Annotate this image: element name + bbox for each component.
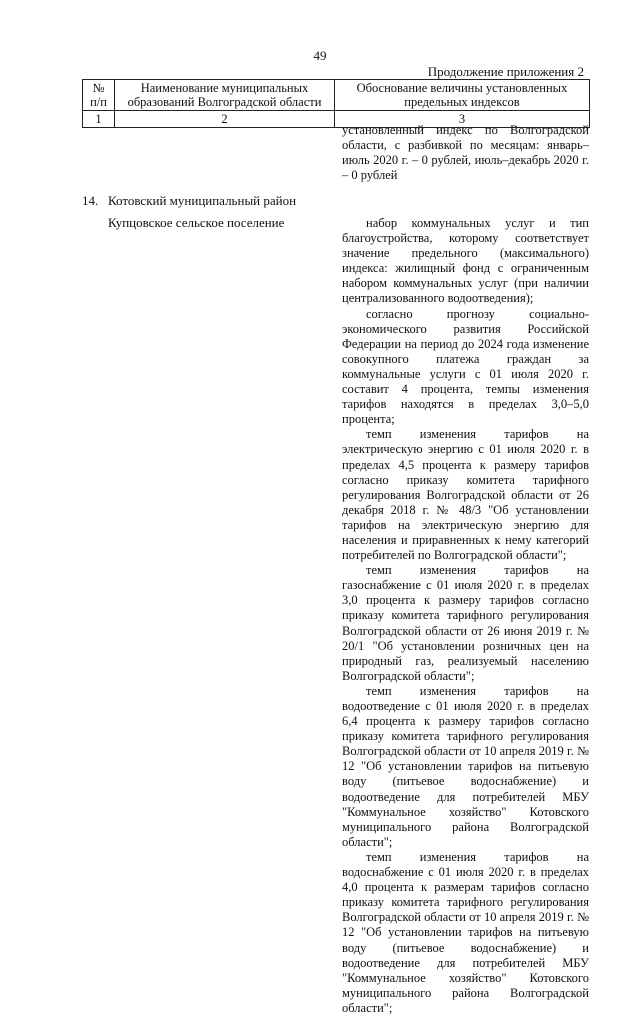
paragraph: темп изменения тарифов на газоснабжение с 01 июля 2020 г. в пределах 3,0 процента к размеру тарифов согласно приказу комитета тарифного регулирования Волгоградской области от 26 июня 2019 г. № 20/1 "Об установлении розничных цен на природный газ, реализуемый населению Волгоградской области"; <box>342 563 589 683</box>
paragraph: темп изменения тарифов на водоотведение с 01 июля 2020 г. в пределах 6,4 процента к размеру тарифов согласно приказу комитета тарифного регулирования Волгоградской области от 10 апреля 2019 г. № 12 "Об установлении тарифов на питьевую воду (питьевое водоснабжение) и водоотведение для потребителей МБУ "Коммунальное хозяйство" Котовского муниципального района Волгоградской области"; <box>342 683 589 849</box>
district-name: Котовский муниципальный район <box>108 193 297 208</box>
column-number-3: 3 <box>334 111 589 128</box>
paragraph: набор коммунальных услуг и тип благоустройства, которому соответствует значение предельного (максимального) индекса: жилищный фонд с ограниченным набором коммунальных услуг (при наличии централизованного водоотведения); <box>342 216 589 306</box>
row-number: 14. <box>82 193 99 208</box>
header-number-line2: п/п <box>90 95 107 109</box>
page-number: 49 <box>313 48 327 63</box>
appendix-continuation-label: Продолжение приложения 2 <box>427 64 584 79</box>
basis-text-block <box>342 216 589 1016</box>
paragraph: темп изменения тарифов на электрическую энергию с 01 июля 2020 г. в пределах 4,5 процента к размеру тарифов согласно приказу комитета тарифного регулирования Волгоградской области от 26 декабря 2018 г. № 48/3 "Об установлении тарифов на электрическую энергию для населения и приравненных к нему категорий потребителей по Волгоградской области"; <box>342 427 589 563</box>
settlement-name: Купцовское сельское поселение <box>108 215 285 230</box>
header-name-line1: Наименование муниципальных <box>140 81 309 95</box>
header-number-cell <box>83 80 115 111</box>
column-number-2: 2 <box>115 111 335 128</box>
header-name-cell <box>115 80 335 111</box>
header-number-line1: № <box>92 81 105 95</box>
header-basis-line1: Обоснование величины установленных <box>356 81 568 95</box>
header-basis-cell <box>334 80 589 111</box>
header-row <box>83 80 590 111</box>
column-number-1: 1 <box>83 111 115 128</box>
top-text: установленный индекс по Волгоградской области, с разбивкой по месяцам: январь–июль 2020 г. – 0 рублей, июль–декабрь 2020 г. – 0 рублей <box>342 123 589 183</box>
header-basis-line2: предельных индексов <box>404 95 520 109</box>
header-name-line2: образований Волгоградской области <box>127 95 322 109</box>
header-table <box>82 79 590 128</box>
paragraph: согласно прогнозу социально-экономического развития Российской Федерации на период до 2024 года изменение совокупного платежа граждан за коммунальные услуги с 01 июля 2020 г. составит 4 процента, темпы изменения тарифов находятся в пределах 3,0–5,0 процента; <box>342 306 589 427</box>
paragraph: темп изменения тарифов на водоснабжение с 01 июля 2020 г. в пределах 4,0 процента к размерам тарифов согласно приказу комитета тарифного регулирования Волгоградской области от 10 апреля 2019 г. № 12 "Об установлении тарифов на питьевую воду (питьевое водоснабжение) и водоотведение для потребителей МБУ "Коммунальное хозяйство" Котовского муниципального района Волгоградской области"; <box>342 849 589 1015</box>
top-text-block <box>342 123 589 183</box>
